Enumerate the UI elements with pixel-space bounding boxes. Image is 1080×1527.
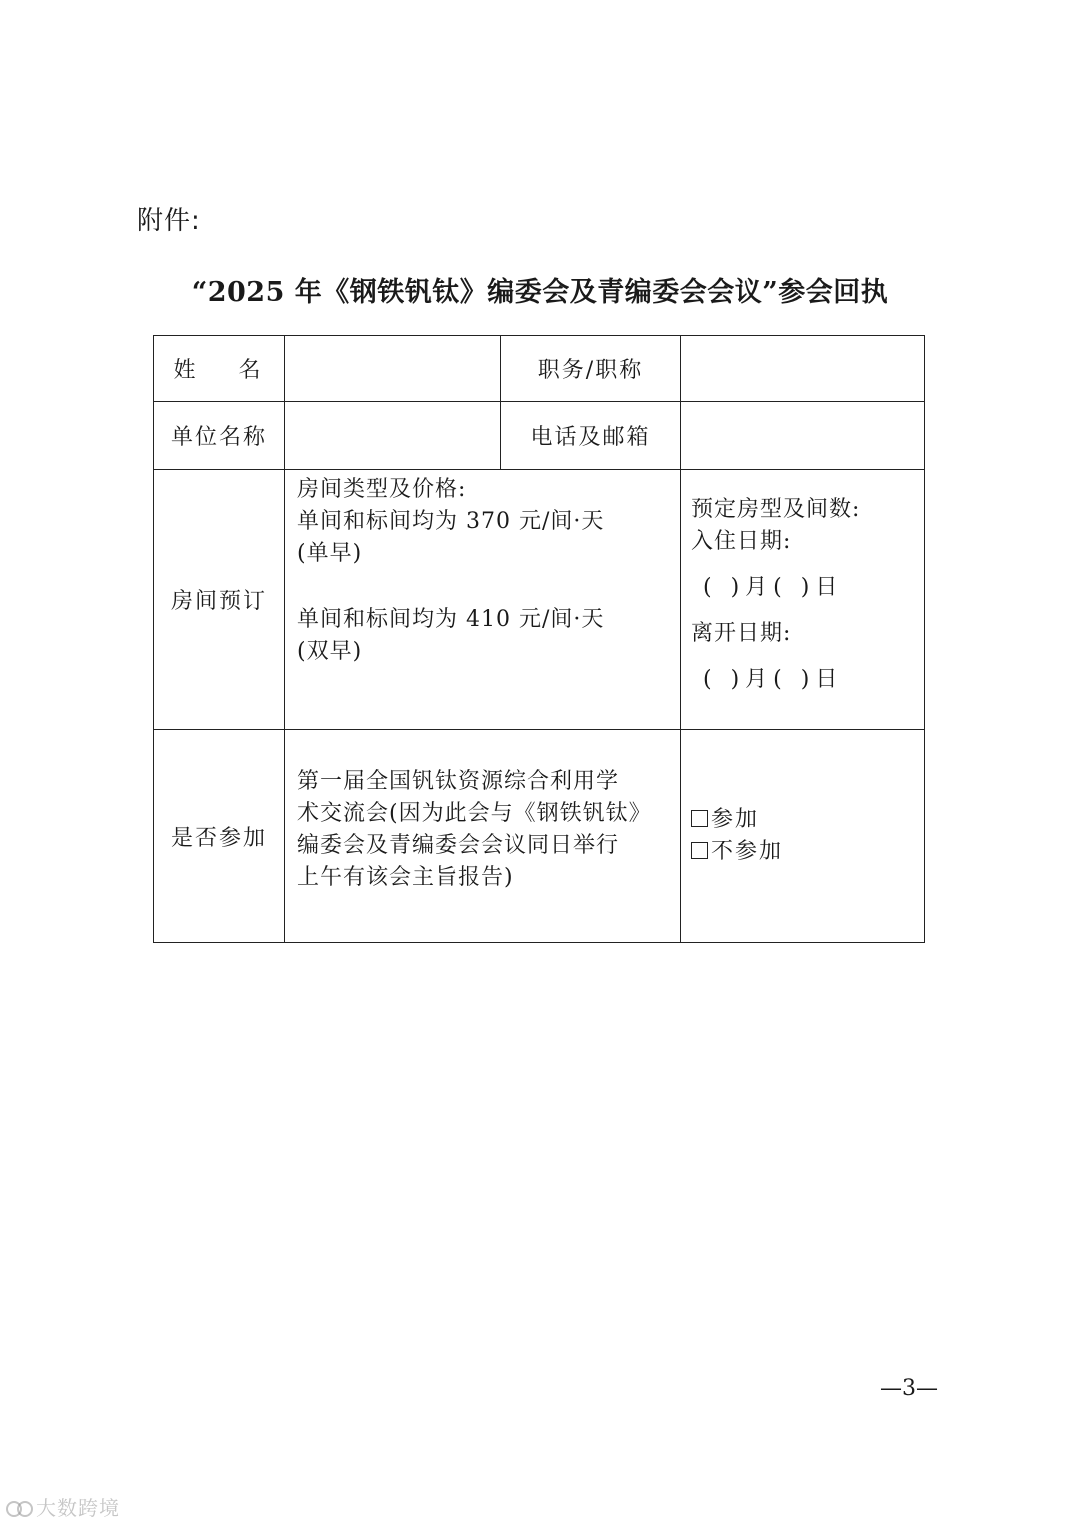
row-room: [154, 470, 925, 730]
attachment-label: 附件:: [137, 206, 201, 236]
row-name: [154, 336, 925, 402]
checkout-label: 离开日期:: [691, 621, 792, 646]
not-attend-option[interactable]: [691, 836, 924, 868]
row-unit: [154, 402, 925, 470]
name-label: 姓 名: [154, 336, 285, 402]
attend-options: [681, 730, 925, 943]
unit-label: 单位名称: [154, 402, 285, 470]
checkout-date-field[interactable]: ( )月( )日: [703, 667, 844, 692]
booking-details: [681, 470, 925, 730]
attend-text-line: 上午有该会主旨报告): [297, 865, 514, 890]
room-info: [285, 470, 681, 730]
spacer: [297, 570, 670, 604]
room-count-label: 预定房型及间数:: [691, 497, 861, 522]
attend-option-label: 参加: [711, 807, 760, 832]
attend-text-line: 编委会及青编委会会议同日举行: [297, 833, 620, 858]
position-label: 职务/职称: [501, 336, 681, 402]
room-option2-price: 单间和标间均为 410 元/间·天: [297, 607, 605, 632]
watermark-logo-icon: [6, 1499, 34, 1519]
watermark-text: 大数跨境: [36, 1496, 120, 1520]
position-field[interactable]: [681, 336, 925, 402]
name-field[interactable]: [285, 336, 501, 402]
unit-field[interactable]: [285, 402, 501, 470]
attend-text-line: 术交流会(因为此会与《钢铁钒钛》: [297, 801, 652, 826]
attend-option[interactable]: [691, 804, 924, 836]
not-attend-option-label: 不参加: [711, 839, 784, 864]
room-info-heading: 房间类型及价格:: [297, 477, 467, 502]
room-option2-breakfast: (双早): [297, 639, 363, 664]
attend-label: 是否参加: [154, 730, 285, 943]
registration-form-table: [153, 335, 925, 943]
watermark: [6, 1492, 120, 1521]
checkbox-icon[interactable]: [691, 810, 708, 827]
page-number: —3—: [880, 1376, 938, 1401]
attend-text-line: 第一届全国钒钛资源综合利用学: [297, 769, 620, 794]
checkin-label: 入住日期:: [691, 529, 792, 554]
row-attend: [154, 730, 925, 943]
room-option1-price: 单间和标间均为 370 元/间·天: [297, 509, 605, 534]
attend-description: [285, 730, 681, 943]
contact-label: 电话及邮箱: [501, 402, 681, 470]
checkin-date-field[interactable]: ( )月( )日: [703, 575, 844, 600]
room-option1-breakfast: (单早): [297, 541, 363, 566]
room-label: 房间预订: [154, 470, 285, 730]
contact-field[interactable]: [681, 402, 925, 470]
checkbox-icon[interactable]: [691, 842, 708, 859]
document-title: “2025 年《钢铁钒钛》编委会及青编委会会议”参会回执: [191, 277, 889, 308]
